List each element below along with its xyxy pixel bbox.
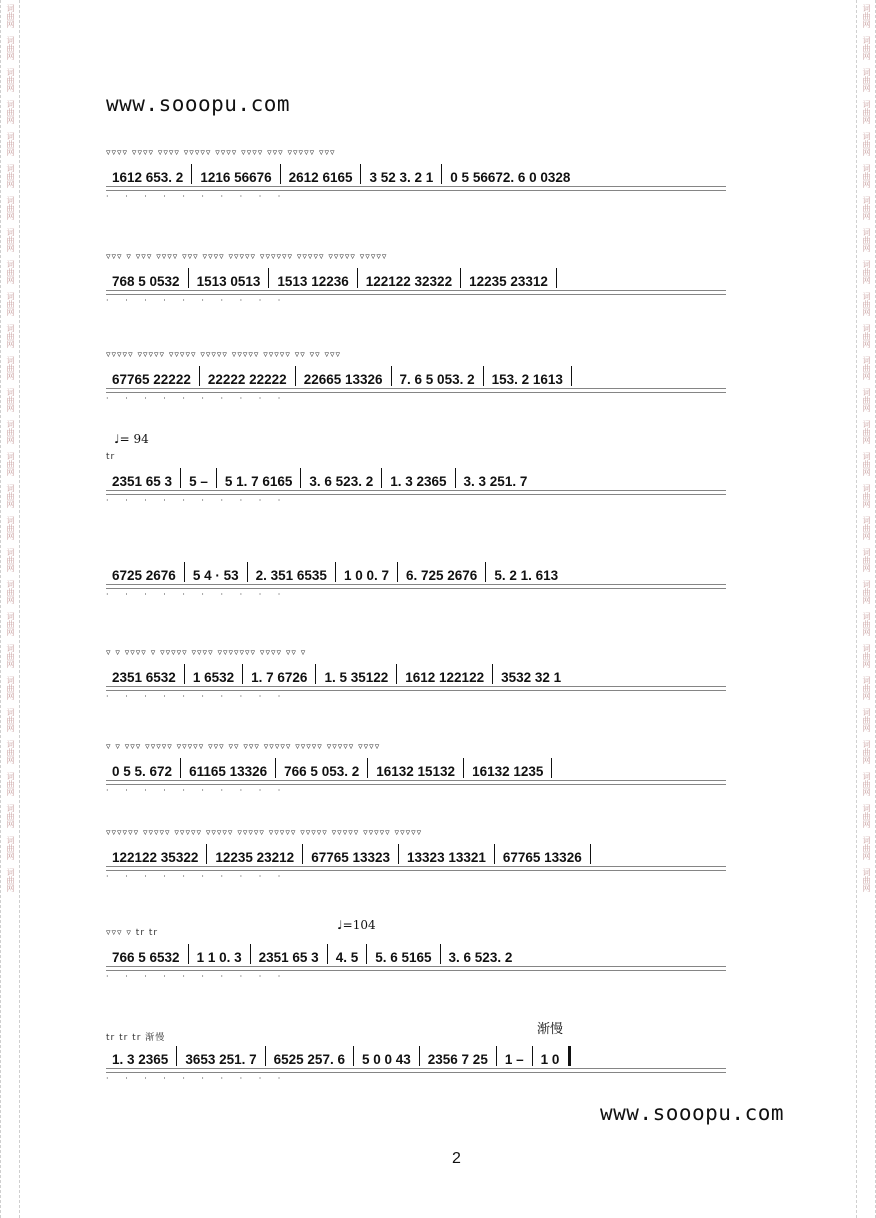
watermark-text: 词曲网 bbox=[6, 484, 15, 508]
bar-line bbox=[302, 844, 303, 864]
bar-line bbox=[268, 268, 269, 288]
measure: 1 1 0. 3 bbox=[196, 950, 242, 964]
measure: 4. 5 bbox=[335, 950, 359, 964]
final-bar-line bbox=[568, 1046, 571, 1066]
notes-row bbox=[106, 944, 766, 964]
watermark-text: 词曲网 bbox=[862, 452, 871, 476]
ornament-marks: ▿▿▿ ▿ tr tr bbox=[106, 928, 159, 938]
watermark-text: 词曲网 bbox=[6, 452, 15, 476]
watermark-text: 词曲网 bbox=[6, 68, 15, 92]
bar-line bbox=[295, 366, 296, 386]
watermark-text: 词曲网 bbox=[862, 836, 871, 860]
bar-line bbox=[188, 944, 189, 964]
ornament-marks: ▿▿▿▿ ▿▿▿▿ ▿▿▿▿ ▿▿▿▿▿ ▿▿▿▿ ▿▿▿▿ ▿▿▿ ▿▿▿▿▿ ▿▿▿ bbox=[106, 148, 336, 158]
rhythm-underlines bbox=[106, 490, 726, 495]
rhythm-underlines bbox=[106, 966, 726, 971]
rhythm-underlines bbox=[106, 186, 726, 191]
watermark-text: 词曲网 bbox=[862, 292, 871, 316]
watermark-text: 词曲网 bbox=[6, 4, 15, 28]
watermark-text: 词曲网 bbox=[862, 740, 871, 764]
bar-line bbox=[360, 164, 361, 184]
octave-dots: · · · · · · · · · · bbox=[106, 872, 288, 880]
measure: 12235 23312 bbox=[469, 274, 548, 288]
rhythm-underlines bbox=[106, 388, 726, 393]
octave-dots: · · · · · · · · · · bbox=[106, 786, 288, 794]
measure: 2351 65 3 bbox=[112, 474, 173, 488]
bar-line bbox=[483, 366, 484, 386]
bar-line bbox=[247, 562, 248, 582]
score-line bbox=[106, 1030, 766, 1090]
notes-row bbox=[106, 164, 766, 184]
measure: 3532 32 1 bbox=[501, 670, 562, 684]
measure: 1 0 bbox=[540, 1052, 560, 1066]
watermark-text: 词曲网 bbox=[862, 772, 871, 796]
rhythm-underlines bbox=[106, 866, 726, 871]
slowing-annotation: 渐慢 bbox=[537, 1022, 564, 1037]
rhythm-underlines bbox=[106, 1068, 726, 1073]
measure: 768 5 0532 bbox=[112, 274, 180, 288]
watermark-text: 词曲网 bbox=[862, 4, 871, 28]
watermark-text: 词曲网 bbox=[6, 580, 15, 604]
measure: 5 0 0 43 bbox=[361, 1052, 411, 1066]
ornament-marks bbox=[106, 546, 766, 560]
measure: 2. 351 6535 bbox=[255, 568, 327, 582]
score-line bbox=[106, 928, 766, 988]
bar-line bbox=[551, 758, 552, 778]
watermark-text: 词曲网 bbox=[6, 420, 15, 444]
measure: 6725 2676 bbox=[112, 568, 176, 582]
measure: 3. 3 251. 7 bbox=[463, 474, 528, 488]
score-line bbox=[106, 350, 766, 410]
watermark-text: 词曲网 bbox=[6, 516, 15, 540]
ornament-marks: ▿▿▿▿▿ ▿▿▿▿▿ ▿▿▿▿▿ ▿▿▿▿▿ ▿▿▿▿▿ ▿▿▿▿▿ ▿▿ ▿▿ ▿▿▿ bbox=[106, 350, 342, 360]
score-line bbox=[106, 742, 766, 802]
measure: 5 – bbox=[189, 474, 208, 488]
measure: 5 4 · 53 bbox=[192, 568, 239, 582]
measure: 61165 13326 bbox=[189, 764, 268, 778]
watermark-text: 词曲网 bbox=[862, 68, 871, 92]
ornament-marks: ▿ ▿ ▿▿▿▿ ▿ ▿▿▿▿▿ ▿▿▿▿ ▿▿▿▿▿▿▿ ▿▿▿▿ ▿▿ ▿ bbox=[106, 648, 307, 658]
rhythm-underlines bbox=[106, 686, 726, 691]
measure: 122122 35322 bbox=[112, 850, 199, 864]
measure: 13323 13321 bbox=[407, 850, 486, 864]
ornament-marks: tr tr tr 渐慢 bbox=[106, 1033, 166, 1043]
measure: 0 5 5. 672 bbox=[112, 764, 173, 778]
watermark-text: 词曲网 bbox=[6, 740, 15, 764]
watermark-text: 词曲网 bbox=[6, 868, 15, 892]
bar-line bbox=[315, 664, 316, 684]
rhythm-underlines bbox=[106, 780, 726, 785]
notes-row bbox=[106, 758, 766, 778]
watermark-text: 词曲网 bbox=[862, 676, 871, 700]
bar-line bbox=[327, 944, 328, 964]
watermark-text: 词曲网 bbox=[862, 132, 871, 156]
watermark-text: 词曲网 bbox=[6, 260, 15, 284]
bar-line bbox=[184, 562, 185, 582]
measure: 2351 65 3 bbox=[258, 950, 319, 964]
ornament-marks: ▿ ▿ ▿▿▿ ▿▿▿▿▿ ▿▿▿▿▿ ▿▿▿ ▿▿ ▿▿▿ ▿▿▿▿▿ ▿▿▿▿▿ ▿▿▿▿▿ ▿▿▿▿ bbox=[106, 742, 381, 752]
watermark-text: 词曲网 bbox=[862, 804, 871, 828]
bar-line bbox=[280, 164, 281, 184]
score-line bbox=[106, 546, 766, 606]
right-watermark-strip bbox=[856, 0, 876, 1218]
measure: 22222 22222 bbox=[207, 372, 287, 386]
measure: 1216 56676 bbox=[200, 170, 272, 184]
watermark-text: 词曲网 bbox=[862, 708, 871, 732]
measure: 1612 653. 2 bbox=[112, 170, 184, 184]
bar-line bbox=[216, 468, 217, 488]
octave-dots: · · · · · · · · · · bbox=[106, 1074, 288, 1082]
score-line bbox=[106, 252, 766, 312]
watermark-text: 词曲网 bbox=[862, 164, 871, 188]
measure: 5 1. 7 6165 bbox=[224, 474, 293, 488]
bar-line bbox=[463, 758, 464, 778]
measure: 67765 13326 bbox=[502, 850, 582, 864]
notes-row bbox=[106, 1046, 766, 1066]
bar-line bbox=[353, 1046, 354, 1066]
header-url[interactable]: www.sooopu.com bbox=[106, 92, 291, 116]
score-line bbox=[106, 828, 766, 888]
bar-line bbox=[191, 164, 192, 184]
measure: 67765 13323 bbox=[311, 850, 391, 864]
bar-line bbox=[397, 562, 398, 582]
bar-line bbox=[532, 1046, 533, 1066]
tempo-marking-94: ♩= 94 bbox=[114, 432, 149, 446]
bar-line bbox=[492, 664, 493, 684]
bar-line bbox=[485, 562, 486, 582]
measure: 2612 6165 bbox=[288, 170, 353, 184]
watermark-text: 词曲网 bbox=[862, 612, 871, 636]
measure: 766 5 053. 2 bbox=[284, 764, 360, 778]
bar-line bbox=[440, 944, 441, 964]
bar-line bbox=[441, 164, 442, 184]
bar-line bbox=[590, 844, 591, 864]
measure: 1. 3 2365 bbox=[112, 1052, 169, 1066]
watermark-text: 词曲网 bbox=[6, 324, 15, 348]
measure: 1. 5 35122 bbox=[324, 670, 389, 684]
measure: 5. 2 1. 613 bbox=[494, 568, 559, 582]
measure: 6525 257. 6 bbox=[273, 1052, 345, 1066]
score-line bbox=[106, 148, 766, 208]
measure: 16132 1235 bbox=[472, 764, 544, 778]
watermark-text: 词曲网 bbox=[6, 228, 15, 252]
measure: 1. 7 6726 bbox=[251, 670, 308, 684]
bar-line bbox=[180, 468, 181, 488]
ornament-marks: ▿▿▿ ▿ ▿▿▿ ▿▿▿▿ ▿▿▿ ▿▿▿▿ ▿▿▿▿▿ ▿▿▿▿▿▿ ▿▿▿▿▿ ▿▿▿▿▿ ▿▿▿▿▿ bbox=[106, 252, 388, 262]
measure: 16132 15132 bbox=[376, 764, 456, 778]
bar-line bbox=[494, 844, 495, 864]
watermark-text: 词曲网 bbox=[862, 228, 871, 252]
bar-line bbox=[391, 366, 392, 386]
measure: 67765 22222 bbox=[112, 372, 191, 386]
bar-line bbox=[250, 944, 251, 964]
watermark-text: 词曲网 bbox=[862, 260, 871, 284]
bar-line bbox=[242, 664, 243, 684]
measure: 0 5 56672. 6 0 0328 bbox=[450, 170, 571, 184]
watermark-text: 词曲网 bbox=[6, 708, 15, 732]
watermark-text: 词曲网 bbox=[6, 356, 15, 380]
bar-line bbox=[571, 366, 572, 386]
footer-url[interactable]: www.sooopu.com bbox=[600, 1101, 785, 1125]
notes-row bbox=[106, 268, 766, 288]
bar-line bbox=[419, 1046, 420, 1066]
measure: 153. 2 1613 bbox=[491, 372, 563, 386]
measure: 22665 13326 bbox=[303, 372, 383, 386]
notes-row bbox=[106, 366, 766, 386]
watermark-text: 词曲网 bbox=[6, 676, 15, 700]
watermark-text: 词曲网 bbox=[6, 548, 15, 572]
watermark-text: 词曲网 bbox=[862, 484, 871, 508]
measure: 6. 725 2676 bbox=[405, 568, 478, 582]
measure: 3653 251. 7 bbox=[185, 1052, 257, 1066]
bar-line bbox=[300, 468, 301, 488]
measure: 1 0 0. 7 bbox=[343, 568, 389, 582]
measure: 1 6532 bbox=[192, 670, 235, 684]
bar-line bbox=[366, 944, 367, 964]
watermark-text: 词曲网 bbox=[862, 420, 871, 444]
octave-dots: · · · · · · · · · · bbox=[106, 192, 288, 200]
tempo-marking-104: ♩=104 bbox=[337, 918, 376, 932]
bar-line bbox=[367, 758, 368, 778]
watermark-text: 词曲网 bbox=[862, 196, 871, 220]
octave-dots: · · · · · · · · · · bbox=[106, 296, 288, 304]
measure: 5. 6 5165 bbox=[375, 950, 432, 964]
measure: 7. 6 5 053. 2 bbox=[399, 372, 475, 386]
page-number: 2 bbox=[452, 1150, 461, 1167]
bar-line bbox=[206, 844, 207, 864]
watermark-text: 词曲网 bbox=[6, 804, 15, 828]
watermark-text: 词曲网 bbox=[6, 772, 15, 796]
measure: 12235 23212 bbox=[215, 850, 295, 864]
watermark-text: 词曲网 bbox=[862, 324, 871, 348]
octave-dots: · · · · · · · · · · bbox=[106, 394, 288, 402]
notes-row bbox=[106, 468, 766, 488]
measure: 1 – bbox=[504, 1052, 524, 1066]
watermark-text: 词曲网 bbox=[862, 580, 871, 604]
bar-line bbox=[556, 268, 557, 288]
bar-line bbox=[455, 468, 456, 488]
bar-line bbox=[199, 366, 200, 386]
watermark-text: 词曲网 bbox=[862, 516, 871, 540]
watermark-text: 词曲网 bbox=[6, 644, 15, 668]
watermark-text: 词曲网 bbox=[862, 36, 871, 60]
watermark-text: 词曲网 bbox=[6, 836, 15, 860]
measure: 2351 6532 bbox=[112, 670, 176, 684]
watermark-text: 词曲网 bbox=[6, 388, 15, 412]
watermark-text: 词曲网 bbox=[862, 388, 871, 412]
bar-line bbox=[381, 468, 382, 488]
measure: 766 5 6532 bbox=[112, 950, 180, 964]
watermark-text: 词曲网 bbox=[6, 164, 15, 188]
bar-line bbox=[357, 268, 358, 288]
bar-line bbox=[396, 664, 397, 684]
watermark-text: 词曲网 bbox=[862, 356, 871, 380]
watermark-text: 词曲网 bbox=[6, 292, 15, 316]
bar-line bbox=[398, 844, 399, 864]
bar-line bbox=[180, 758, 181, 778]
watermark-text: 词曲网 bbox=[6, 36, 15, 60]
notes-row bbox=[106, 844, 766, 864]
bar-line bbox=[275, 758, 276, 778]
watermark-text: 词曲网 bbox=[862, 548, 871, 572]
measure: 1612 122122 bbox=[405, 670, 485, 684]
watermark-text: 词曲网 bbox=[6, 196, 15, 220]
notes-row bbox=[106, 664, 766, 684]
bar-line bbox=[265, 1046, 266, 1066]
score-line bbox=[106, 648, 766, 708]
measure: 3 52 3. 2 1 bbox=[369, 170, 434, 184]
measure: 1513 12236 bbox=[277, 274, 349, 288]
octave-dots: · · · · · · · · · · bbox=[106, 496, 288, 504]
bar-line bbox=[184, 664, 185, 684]
ornament-marks: ▿▿▿▿▿▿ ▿▿▿▿▿ ▿▿▿▿▿ ▿▿▿▿▿ ▿▿▿▿▿ ▿▿▿▿▿ ▿▿▿▿▿ ▿▿▿▿▿ ▿▿▿▿▿ ▿▿▿▿▿ bbox=[106, 828, 423, 838]
measure: 1513 0513 bbox=[196, 274, 261, 288]
watermark-text: 词曲网 bbox=[862, 644, 871, 668]
measure: 2356 7 25 bbox=[427, 1052, 488, 1066]
octave-dots: · · · · · · · · · · bbox=[106, 692, 288, 700]
bar-line bbox=[460, 268, 461, 288]
notes-row bbox=[106, 562, 766, 582]
bar-line bbox=[496, 1046, 497, 1066]
ornament-marks: tr bbox=[106, 452, 116, 462]
measure: 3. 6 523. 2 bbox=[448, 950, 513, 964]
watermark-text: 词曲网 bbox=[862, 100, 871, 124]
watermark-text: 词曲网 bbox=[862, 868, 871, 892]
octave-dots: · · · · · · · · · · bbox=[106, 590, 288, 598]
bar-line bbox=[188, 268, 189, 288]
watermark-text: 词曲网 bbox=[6, 100, 15, 124]
rhythm-underlines bbox=[106, 584, 726, 589]
rhythm-underlines bbox=[106, 290, 726, 295]
octave-dots: · · · · · · · · · · bbox=[106, 972, 288, 980]
measure: 3. 6 523. 2 bbox=[309, 474, 374, 488]
bar-line bbox=[176, 1046, 177, 1066]
score-line bbox=[106, 452, 766, 512]
watermark-text: 词曲网 bbox=[6, 132, 15, 156]
measure: 1. 3 2365 bbox=[390, 474, 447, 488]
watermark-text: 词曲网 bbox=[6, 612, 15, 636]
left-watermark-strip bbox=[0, 0, 20, 1218]
measure: 122122 32322 bbox=[365, 274, 453, 288]
bar-line bbox=[335, 562, 336, 582]
